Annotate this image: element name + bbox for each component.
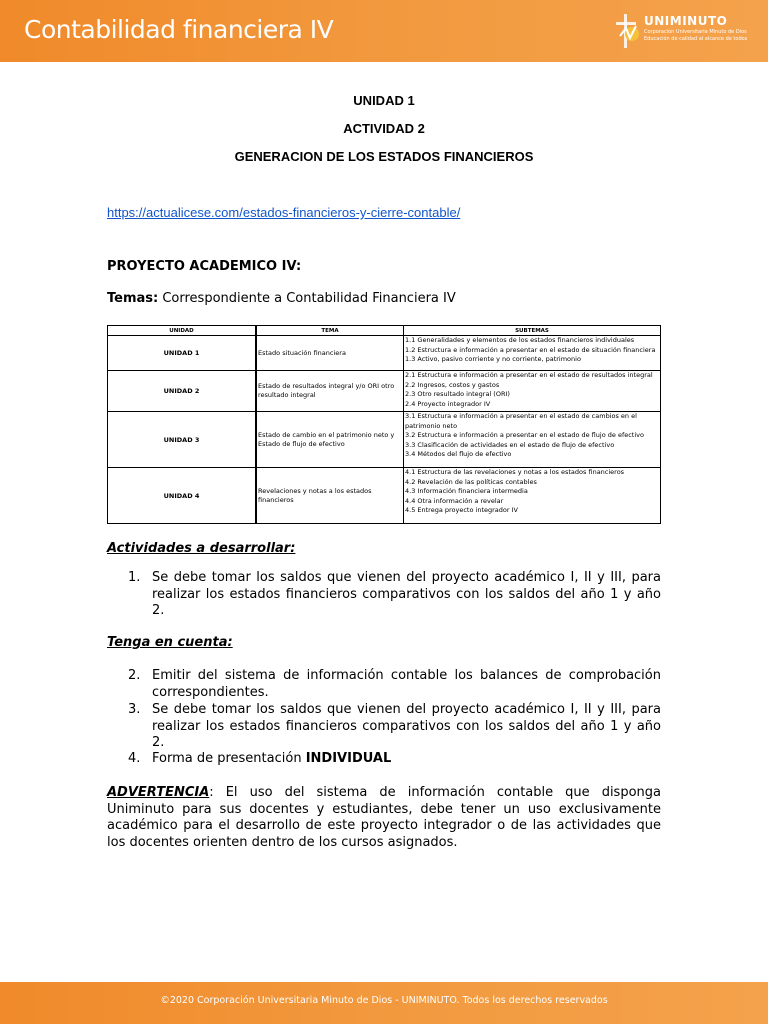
list-text: Se debe tomar los saldos que vienen del proyecto académico I, II y III, para realizar los estados financieros comparativos con los saldos del año 1 y año 2.	[152, 702, 661, 750]
subtopic: 1.2 Estructura e información a presentar en el estado de situación financiera	[405, 345, 656, 354]
subtopic: 4.2 Revelación de las políticas contables	[405, 477, 537, 486]
unit-cell: UNIDAD 3	[108, 412, 257, 468]
topics-text: Correspondiente a Contabilidad Financiera IV	[158, 291, 456, 306]
subtopic: 2.3 Otro resultado integral (ORI)	[405, 390, 510, 399]
subtopic: patrimonio neto	[405, 421, 458, 430]
document-title: GENERACION DE LOS ESTADOS FINANCIEROS	[234, 149, 534, 164]
list-text	[152, 751, 661, 768]
subtopic: 1.3 Activo, pasivo corriente y no corriente, patrimonio	[405, 355, 581, 364]
units-table	[107, 325, 661, 524]
subtopics-cell	[404, 371, 661, 412]
col-header-unidad: UNIDAD	[108, 326, 257, 336]
logo-name: UNIMINUTO	[644, 14, 728, 28]
reference-link[interactable]: https://actualicese.com/estados-financieros-y-cierre-contable/	[107, 205, 461, 220]
list-number: 3.	[128, 702, 141, 717]
subtopics-cell	[404, 336, 661, 371]
warning-paragraph	[107, 785, 661, 851]
theme-cell: Revelaciones y notas a los estados financieros	[256, 468, 404, 524]
unit-cell: UNIDAD 4	[108, 468, 257, 524]
project-heading: PROYECTO ACADEMICO IV:	[107, 259, 302, 274]
page-header	[0, 0, 768, 62]
warning-text: : El uso del sistema de información contable que disponga Uniminuto para sus docentes y estudiantes, debe tener un uso exclusivamente académico para el desarrollo de este proyecto integrador o de las actividades que los docentes orienten dentro de los cursos asignados.	[107, 785, 661, 850]
list-number: 1.	[128, 570, 141, 585]
table-row	[108, 371, 661, 412]
header-title: Contabilidad financiera IV	[24, 15, 334, 44]
activity-title: ACTIVIDAD 2	[343, 121, 425, 136]
uniminuto-logo-icon	[616, 14, 642, 48]
theme-cell: Estado de cambio en el patrimonio neto y Estado de flujo de efectivo	[256, 412, 404, 468]
uniminuto-logo	[616, 12, 756, 50]
list-number: 4.	[128, 751, 141, 766]
list-text: Emitir del sistema de información contable los balances de comprobación correspondientes.	[152, 668, 661, 700]
subtopics-cell	[404, 468, 661, 524]
subtopic: 4.3 Información financiera intermedia	[405, 487, 528, 496]
col-header-subtemas: SUBTEMAS	[404, 326, 661, 336]
subtopic: 4.5 Entrega proyecto integrador IV	[405, 506, 518, 515]
table-row	[108, 468, 661, 524]
theme-cell: Estado situación financiera	[256, 336, 404, 371]
subtopic: 3.1 Estructura e información a presentar en el estado de cambios en el	[405, 412, 637, 420]
list-text: Se debe tomar los saldos que vienen del proyecto académico I, II y III, para realizar los estados financieros comparativos con los saldos del año 1 y año 2.	[152, 570, 661, 618]
subtopic: 3.2 Estructura e información a presentar en el estado de flujo de efectivo	[405, 431, 644, 440]
subtopic: 2.2 Ingresos, costos y gastos	[405, 380, 500, 389]
subtopic: 1.1 Generalidades y elementos de los estados financieros individuales	[405, 336, 635, 344]
subtopic: 2.1 Estructura e información a presentar en el estado de resultados integral	[405, 371, 653, 379]
subtopic: 3.4 Métodos del flujo de efectivo	[405, 450, 512, 459]
table-row	[108, 336, 661, 371]
theme-cell: Estado de resultados integral y/o ORI otro resultado integral	[256, 371, 404, 412]
unit-title: UNIDAD 1	[353, 93, 415, 108]
warning-label: ADVERTENCIA	[107, 785, 210, 800]
presentation-text: Forma de presentación	[152, 751, 306, 766]
notes-heading: Tenga en cuenta:	[107, 635, 233, 650]
footer-copyright: ©2020 Corporación Universitaria Minuto de Dios - UNIMINUTO. Todos los derechos reservados	[160, 995, 608, 1006]
col-header-tema: TEMA	[256, 326, 404, 336]
activities-heading: Actividades a desarrollar:	[107, 541, 296, 556]
logo-subtitle: Corporación Universitaria Minuto de Dios	[644, 29, 747, 35]
subtopic: 4.1 Estructura de las revelaciones y notas a los estados financieros	[405, 468, 625, 476]
page-footer	[0, 982, 768, 1024]
unit-cell: UNIDAD 1	[108, 336, 257, 371]
subtopic: 3.3 Clasificación de actividades en el estado de flujo de efectivo	[405, 440, 615, 449]
subtopic: 4.4 Otra información a revelar	[405, 496, 504, 505]
list-number: 2.	[128, 668, 141, 683]
unit-cell: UNIDAD 2	[108, 371, 257, 412]
presentation-mode: INDIVIDUAL	[305, 751, 392, 766]
table-header-row	[108, 326, 661, 336]
subtopic: 2.4 Proyecto integrador IV	[405, 399, 491, 408]
table-row	[108, 412, 661, 468]
topics-label: Temas:	[107, 291, 159, 306]
subtopics-cell	[404, 412, 661, 468]
logo-tagline: Educación de calidad al alcance de todos	[644, 36, 748, 42]
topics-line	[107, 291, 456, 306]
